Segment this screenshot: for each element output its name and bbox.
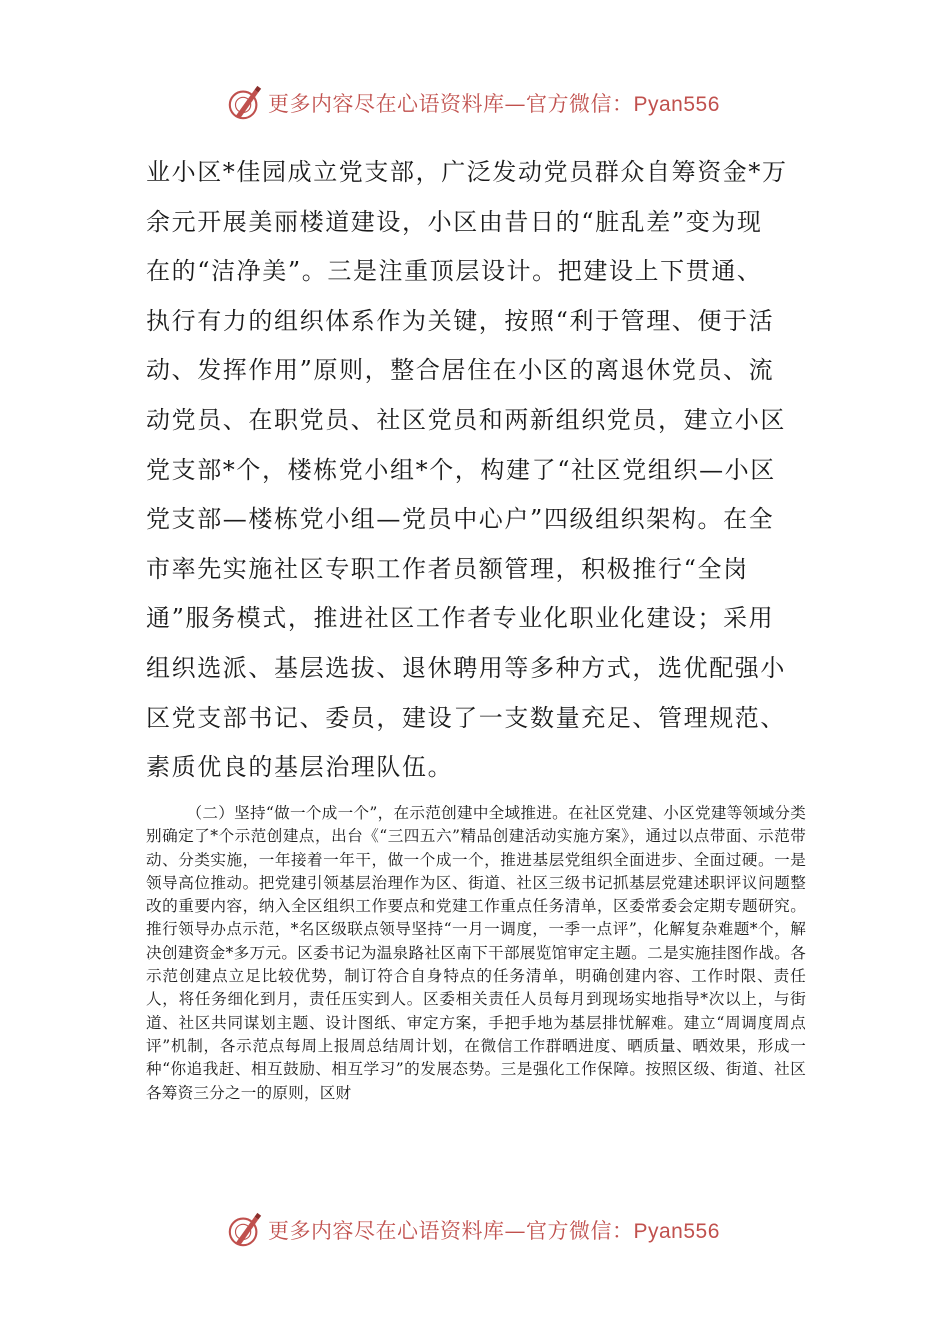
text-line: 执行有力的组织体系作为关键，按照“利于管理、便于活 — [146, 306, 775, 335]
text-line: 通”服务模式，推进社区工作者专业化职业化建设；采用 — [146, 604, 775, 633]
text-line: 组织选派、基层选拔、退休聘用等多种方式，选优配强小 — [146, 653, 786, 682]
main-body-large — [146, 148, 806, 793]
text-line: 党支部—楼栋党小组—党员中心户”四级组织架构。在全 — [146, 505, 775, 534]
main-body-small — [146, 802, 806, 1105]
wechat-id: Pyan556 — [633, 93, 720, 116]
text-line: 动党员、在职党员、社区党员和两新组织党员，建立小区 — [146, 405, 786, 434]
text-line: 在的“洁净美”。三是注重顶层设计。把建设上下贯通、 — [146, 257, 763, 286]
footer-banner — [226, 1210, 746, 1250]
text-line: 区党支部书记、委员，建设了一支数量充足、管理规范、 — [146, 703, 786, 732]
wechat-id: Pyan556 — [633, 1220, 720, 1243]
text-line: 党支部*个，楼栋党小组*个，构建了“社区党组织—小区 — [146, 455, 776, 484]
banner-text: 更多内容尽在心语资料库—官方微信：Pyan556 — [268, 92, 720, 116]
text-line: 素质优良的基层治理队伍。 — [146, 753, 454, 782]
text-line: 市率先实施社区专职工作者员额管理，积极推行“全岗 — [146, 554, 749, 583]
pen-in-circle-icon — [226, 84, 264, 122]
text-line: 余元开展美丽楼道建设，小区由昔日的“脏乱差”变为现 — [146, 207, 763, 236]
section-two-paragraph: （二）坚持“做一个成一个”，在示范创建中全域推进。在社区党建、小区党建等领域分类别确定了*个示范创建点，出台《“三四五六”精品创建活动实施方案》，通过以点带面、示范带动、分类实施，一年接着一年干，做一个成一个，推进基层党组织全面进步、全面过硬。一是领导高位推动。把党建引领基层治理作为区、街道、社区三级书记抓基层党建述职评议问题整改的重要内容，纳入全区组织工作要点和党建工作重点任务清单，区委常委会定期专题研究。推行领导办点示范，*名区级联点领导坚持“一月一调度，一季一点评”，化解复杂难题*个，解决创建资金*多万元。区委书记为温泉路社区南下干部展览馆审定主题。二是实施挂图作战。各示范创建点立足比较优势，制订符合自身特点的任务清单，明确创建内容、工作时限、责任人，将任务细化到月，责任压实到人。区委相关责任人员每月到现场实地指导*次以上，与街道、社区共同谋划主题、设计图纸、审定方案，手把手地为基层排忧解难。建立“周调度周点评”机制，各示范点每周上报周总结周计划，在微信工作群晒进度、晒质量、晒效果，形成一种“你追我赶、相互鼓励、相互学习”的发展态势。三是强化工作保障。按照区级、街道、社区各筹资三分之一的原则，区财 — [146, 804, 806, 1102]
text-line: 动、发挥作用”原则，整合居住在小区的离退休党员、流 — [146, 356, 775, 385]
pen-in-circle-icon — [226, 1211, 264, 1249]
header-banner — [226, 83, 746, 123]
text-line: 业小区*佳园成立党支部，广泛发动党员群众自筹资金*万 — [146, 158, 788, 186]
banner-text: 更多内容尽在心语资料库—官方微信：Pyan556 — [268, 1219, 720, 1243]
